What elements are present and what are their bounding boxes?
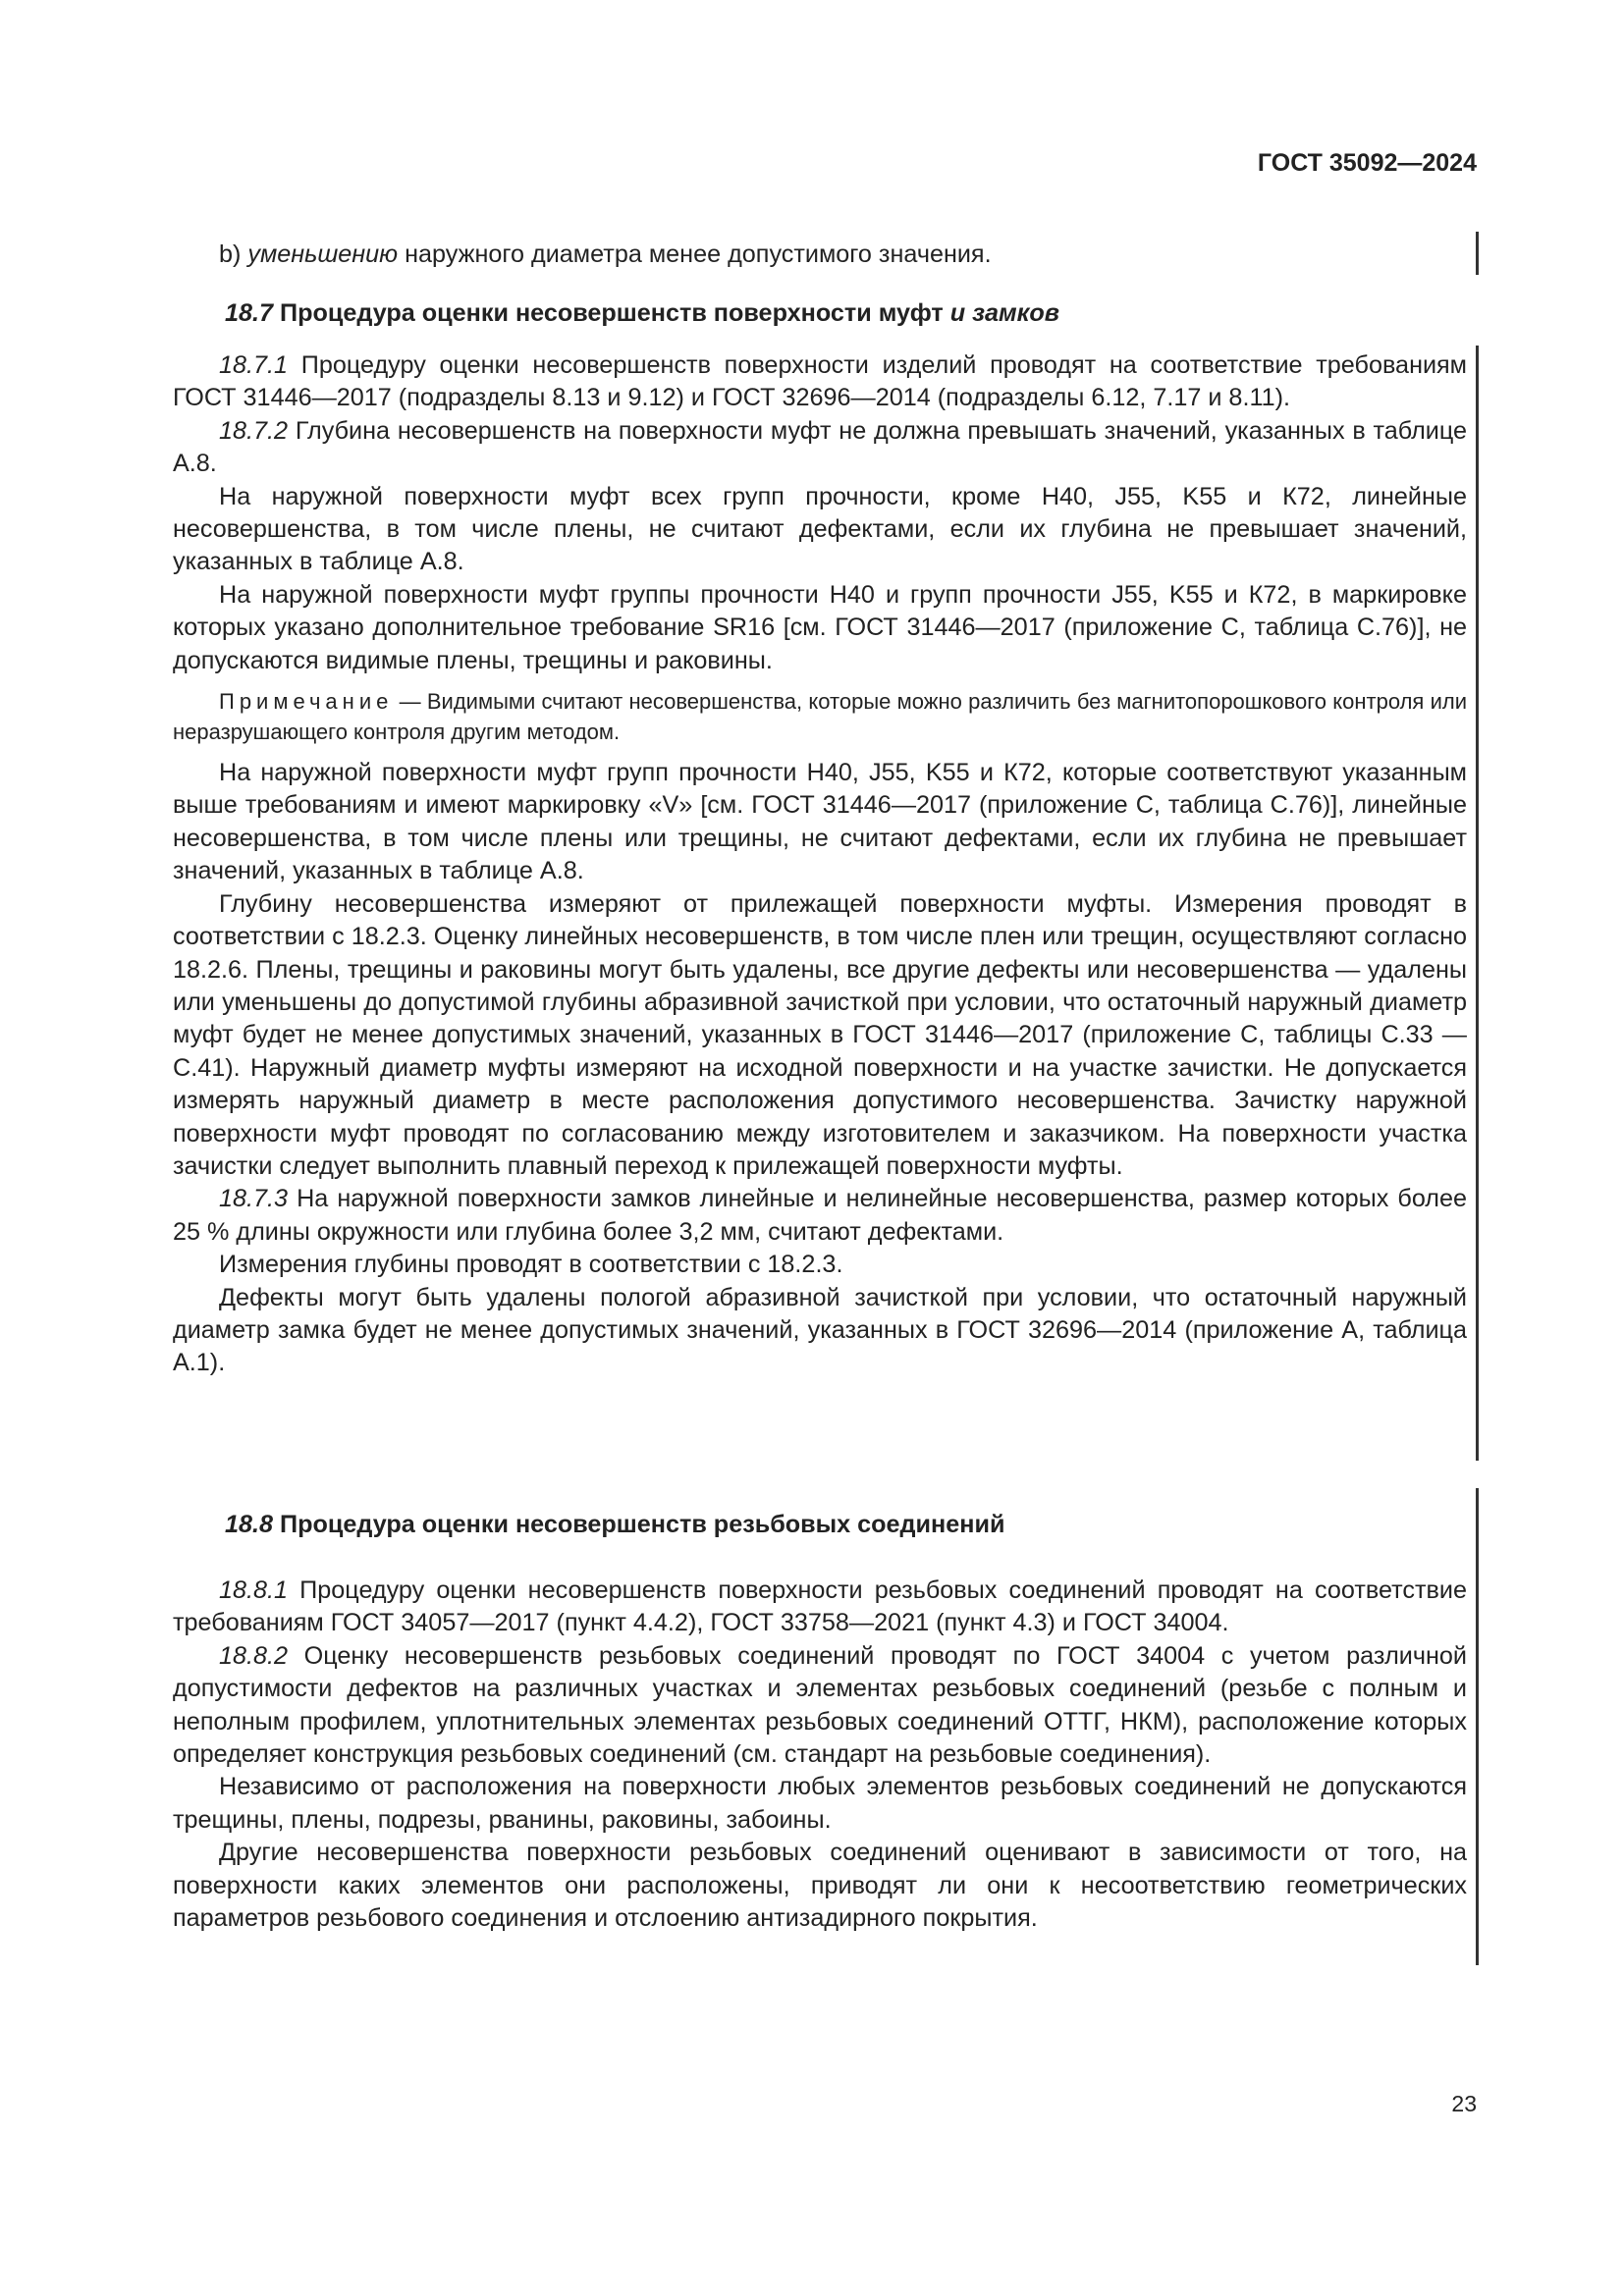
paragraph: 18.8.1 Процедуру оценки несовершенств поверхности резьбовых соединений проводят на соответствие требованиям ГОСТ 34057—2017 (пункт 4.4.2), ГОСТ 33758—2021 (пункт 4.3) и ГОСТ 34004. bbox=[173, 1576, 1467, 1637]
paragraph: Глубину несовершенства измеряют от прилежащей поверхности муфты. Измерения проводят в соответствии с 18.2.3. Оценку линейных несовершенств, в том числе плен или трещин, осуществляют согласно 18.2.6. Плены, трещины и раковины могут быть удалены, все другие дефекты или несовершенства — удалены или уменьшены до допустимой глубины абразивной зачисткой при условии, что остаточный наружный диаметр муфт будет не менее допустимых значений, указанных в ГОСТ 31446—2017 (приложение С, таблицы С.33 — С.41). Наружный диаметр муфты измеряют на исходной поверхности и на участке зачистки. Не допускается измерять наружный диаметр в месте расположения допустимого несовершенства. Зачистку наружной поверхности муфт проводят по согласованию между изготовителем и заказчиком. На поверхности участка зачистки следует выполнить плавный переход к прилежащей поверхности муфты. bbox=[173, 889, 1467, 1180]
section-18-8-heading bbox=[173, 1509, 1467, 1541]
section-18-8-body bbox=[173, 1575, 1467, 1935]
paragraph: 18.7.1 Процедуру оценки несовершенств поверхности изделий проводят на соответствие требованиям ГОСТ 31446—2017 (подразделы 8.13 и 9.12) и ГОСТ 32696—2014 (подразделы 6.12, 7.17 и 8.11). bbox=[173, 351, 1467, 412]
section-18-7-body bbox=[173, 349, 1467, 1380]
paragraph: 18.7.3 На наружной поверхности замков линейные и нелинейные несовершенства, размер которых более 25 % длины окружности или глубина более 3,2 мм, считают дефектами. bbox=[173, 1185, 1467, 1246]
paragraph: На наружной поверхности муфт группы прочности Н40 и групп прочности J55, K55 и К72, в маркировке которых указано дополнительное требование SR16 [см. ГОСТ 31446—2017 (приложение С, таблица С.76)], не допускаются видимые плены, трещины и раковины. bbox=[173, 580, 1467, 674]
paragraph: Другие несовершенства поверхности резьбовых соединений оценивают в зависимости от того, на поверхности каких элементов они расположены, приводят ли они к несоответствию геометрических параметров резьбового соединения и отслоению антизадирного покрытия. bbox=[173, 1839, 1467, 1933]
section-18-7-heading bbox=[173, 297, 1467, 330]
document-header: ГОСТ 35092—2024 bbox=[1257, 149, 1477, 177]
paragraph: 18.7.2 Глубина несовершенств на поверхности муфт не должна превышать значений, указанных в таблице А.8. bbox=[173, 416, 1467, 478]
revision-bar bbox=[1476, 232, 1479, 275]
revision-bar bbox=[1476, 1488, 1479, 1965]
paragraph: 18.8.2 Оценку несовершенств резьбовых соединений проводят по ГОСТ 34004 с учетом различной допустимости дефектов на различных участках и элементах резьбовых соединений (резьбе с полным и неполным профилем, уплотнительных элементах резьбовых соединений ОТТГ, НКМ), расположение которых определяет конструкция резьбовых соединений (см. стандарт на резьбовые соединения). bbox=[173, 1641, 1467, 1769]
section-top bbox=[173, 239, 1467, 271]
page-number: 23 bbox=[1451, 2091, 1477, 2116]
paragraph: На наружной поверхности муфт групп прочности Н40, J55, K55 и К72, которые соответствуют указанным выше требованиям и имеют маркировку «V» [см. ГОСТ 31446—2017 (приложение С, таблица С.76)], линейные несовершенства, в том числе плены или трещины, не считают дефектами, если их глубина не превышает значений, указанных в таблице А.8. bbox=[173, 759, 1467, 885]
section-heading: 18.8 Процедура оценки несовершенств резьбовых соединений bbox=[225, 1511, 1005, 1538]
paragraph: Измерения глубины проводят в соответствии с 18.2.3. bbox=[219, 1251, 843, 1279]
paragraph: На наружной поверхности муфт всех групп прочности, кроме Н40, J55, K55 и К72, линейные несовершенства, в том числе плены, не считают дефектами, если их глубина не превышает значений, указанных в таблице А.8. bbox=[173, 482, 1467, 576]
paragraph: Дефекты могут быть удалены пологой абразивной зачисткой при условии, что остаточный наружный диаметр замка будет не менее допустимых значений, указанных в ГОСТ 32696—2014 (приложение А, таблица А.1). bbox=[173, 1283, 1467, 1377]
revision-bar bbox=[1476, 346, 1479, 1461]
paragraph: Независимо от расположения на поверхности любых элементов резьбовых соединений не допускаются трещины, плены, подрезы, рванины, раковины, забоины. bbox=[173, 1773, 1467, 1834]
section-heading: 18.7 Процедура оценки несовершенств поверхности муфт и замков bbox=[225, 299, 1059, 327]
list-item-b: b) уменьшению наружного диаметра менее допустимого значения. bbox=[219, 240, 992, 268]
note: Примечание — Видимыми считают несовершенства, которые можно различить без магнитопорошкового контроля или неразрушающего контроля другим методом. bbox=[173, 689, 1467, 745]
